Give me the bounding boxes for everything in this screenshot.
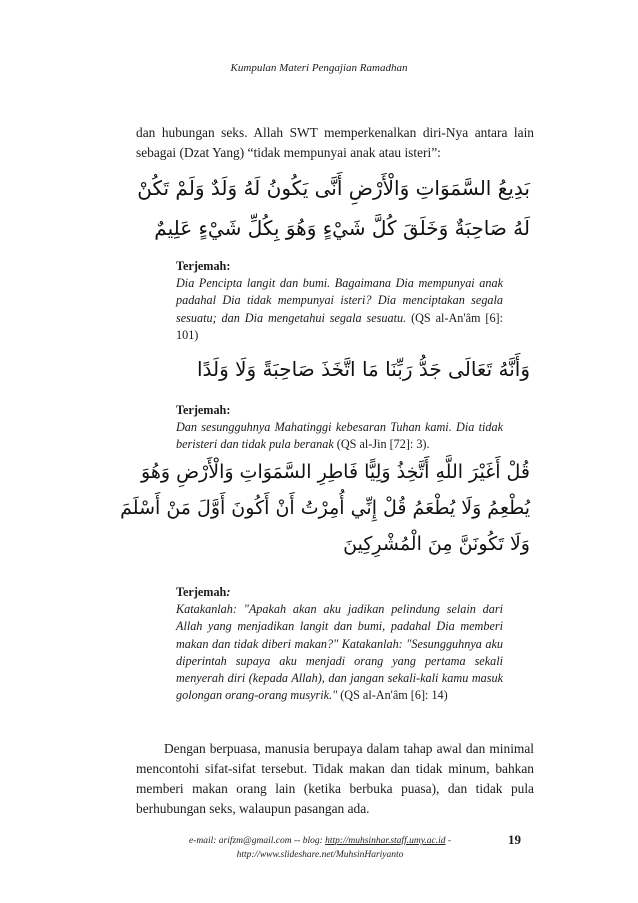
slideshare-link[interactable]: http://www.slideshare.net/MuhsinHariyanto [236,850,404,860]
arabic-line: بَدِيعُ السَّمَوَاتِ وَالْأَرْضِ أَنَّى يَكُونُ لَهُ وَلَدٌ وَلَمْ تَكُنْ [137,176,530,200]
page-footer [170,834,470,862]
translation-italic: Dia Pencipta langit dan bumi. Bagaimana Dia mempunyai anak padahal Dia tidak mempunyai isteri? Dia menciptakan segala sesuatu; dan Dia mengetahui segala sesuatu. [176,276,503,325]
blog-link[interactable]: http://muhsinhar.staff.umy.ac.id [325,836,446,846]
closing-paragraph: Dengan berpuasa, manusia berupaya dalam tahap awal dan minimal mencontohi sifat-sifat tersebut. Tidak makan dan tidak minum, bahkan memberi makan orang lain (ketika berbuka puasa), dan tidak pula berhubungan seks, walaupun pasangan ada. [136,741,534,816]
translation-text [176,420,503,451]
arabic-line: قُلْ أَغَيْرَ اللَّهِ أَتَّخِذُ وَلِيًّا فَاطِرِ السَّمَوَاتِ وَالْأَرْضِ وَهُوَ [141,461,530,483]
arabic-line: وَلَا تَكُونَنَّ مِنَ الْمُشْرِكِينَ [343,533,530,555]
verse-reference: (QS al-An'âm [6]: 101) [176,310,503,342]
footer-dash: - [445,836,452,846]
verse-reference: (QS al-Jin [72]: 3). [336,437,430,452]
arabic-line: يُطْعِمُ وَلَا يُطْعَمُ قُلْ إِنِّي أُمِرْتُ أَنْ أَكُونَ أَوَّلَ مَنْ أَسْلَمَ [120,497,530,519]
translation-italic: Dan sesungguhnya Mahatinggi kebesaran Tuhan kami. Dia tidak beristeri dan tidak pula beranak [176,420,503,452]
footer-separator: -- blog: [291,836,326,846]
arabic-verse-2 [170,352,530,386]
translation-block-2 [176,402,503,454]
translation-label-colon: : [226,585,231,599]
translation-label: Terjemah: [176,259,231,273]
translation-block-3 [176,584,503,704]
translation-label-text: Terjemah [176,585,227,599]
arabic-verse-1 [137,168,530,248]
translation-block-1 [176,258,503,344]
intro-paragraph: dan hubungan seks. Allah SWT memperkenalkan diri-Nya antara lain sebagai (Dzat Yang) “tidak mempunyai anak atau isteri”: [136,125,534,160]
translation-italic: Katakanlah: "Apakah akan aku jadikan pelindung selain dari Allah yang menjadikan langit dan bumi, padahal Dia memberi makan dan tidak diberi makan?" Katakanlah: "Sesungguhnya aku diperintah supaya aku menjadi orang yang pertama sekali menyerah diri (kepada Allah), dan jangan sekali-kali kamu masuk golongan orang-orang musyrik." [176,602,503,703]
translation-text [176,276,503,342]
translation-label [176,584,503,601]
footer-email: e-mail: arifzm@gmail.com [188,836,292,846]
translation-text [176,602,503,702]
arabic-verse-3 [120,454,530,562]
translation-label: Terjemah: [176,403,231,417]
running-header: Kumpulan Materi Pengajian Ramadhan [230,62,408,74]
verse-reference: (QS al-An'âm [6]: 14) [340,688,448,703]
arabic-line: لَهُ صَاحِبَةٌ وَخَلَقَ كُلَّ شَيْءٍ وَهُوَ بِكُلِّ شَيْءٍ عَلِيمٌ [154,216,530,240]
page-number: 19 [508,832,521,847]
arabic-line: وَأَنَّهُ تَعَالَى جَدُّ رَبِّنَا مَا اتَّخَذَ صَاحِبَةً وَلَا وَلَدًا [196,357,530,381]
